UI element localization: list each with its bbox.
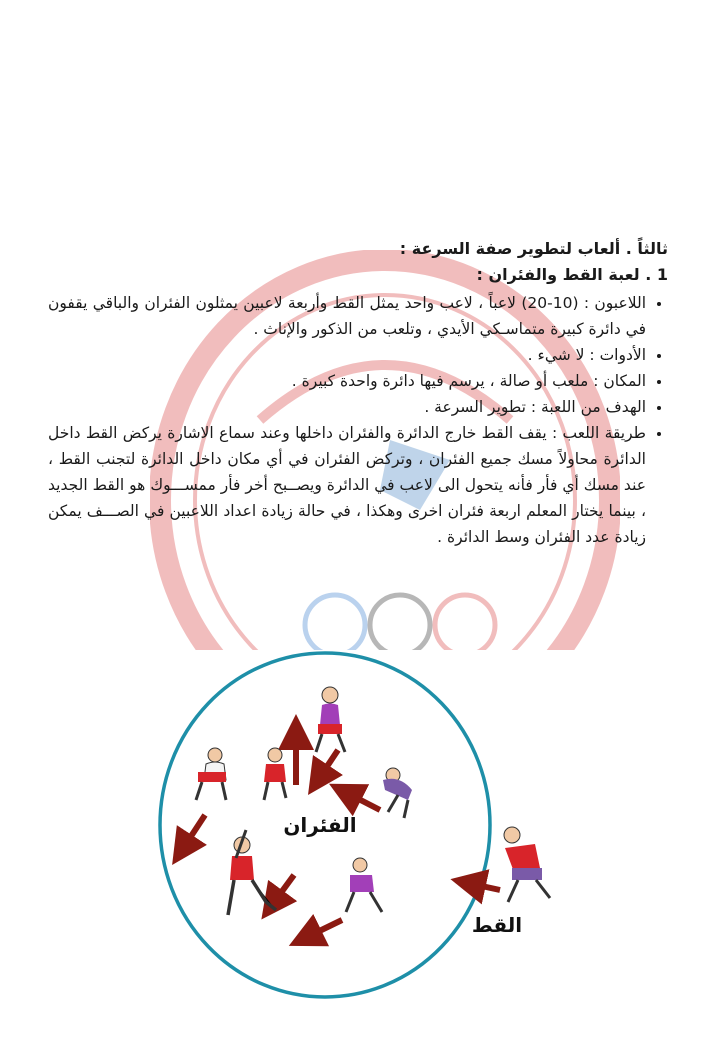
list-item-goal: • الهدف من اللعبة : تطوير السرعة . — [48, 394, 646, 420]
game-illustration — [0, 640, 720, 1047]
outside-label-cat: القط — [471, 913, 523, 937]
mouse-figure-lower-left — [228, 830, 276, 915]
list-item-place: • المكان : ملعب أو صالة ، يرسم فيها دائرة واحدة كبيرة . — [48, 368, 646, 394]
list-item-players: • اللاعبون : (10-20) لاعباً ، لاعب واحد يمثل القط وأربعة لاعبين يمثلون الفئران والباقي يقفون في دائرة كبيرة متماسـكي الأيدي ، وتلعب من الذكور والإناث . — [48, 290, 646, 342]
blank-top-area — [0, 0, 720, 228]
mouse-figure-lower-middle — [346, 858, 382, 912]
mouse-figure-center — [264, 748, 286, 800]
document-text — [48, 236, 668, 550]
section-heading: ثالثاً . ألعاب لتطوير صفة السرعة : — [399, 239, 668, 258]
list-item-tools: • الأدوات : لا شيء . — [48, 342, 646, 368]
mouse-figure-left — [196, 748, 226, 800]
mouse-figure-top — [316, 687, 345, 752]
list-item-method: • طريقة اللعب : يقف القط خارج الدائرة والفئران داخلها وعند سماع الاشارة يركض القط داخل الدائرة محاولاً مسك جميع الفئران ، وتركض الفئران في أي مكان داخل الدائرة لتجنب القط ، عند مسك أي فأر فأنه يتحول الى لاعب في الدائرة ويصــبح أخر فأر ممســـوك هو القط الجديد ، بينما يختار المعلم اربعة فئران اخرى وهكذا ، في حالة زيادة اعداد اللاعبين في الصـــف يمكن زيادة عدد الفئران وسط الدائرة . — [48, 420, 646, 550]
mouse-figure-right — [383, 768, 412, 818]
game-heading: 1 . لعبة القط والفئران : — [476, 265, 668, 284]
circle-label-mice: الفئران — [283, 813, 357, 837]
cat-figure — [504, 827, 550, 902]
game-details-list — [48, 290, 668, 550]
